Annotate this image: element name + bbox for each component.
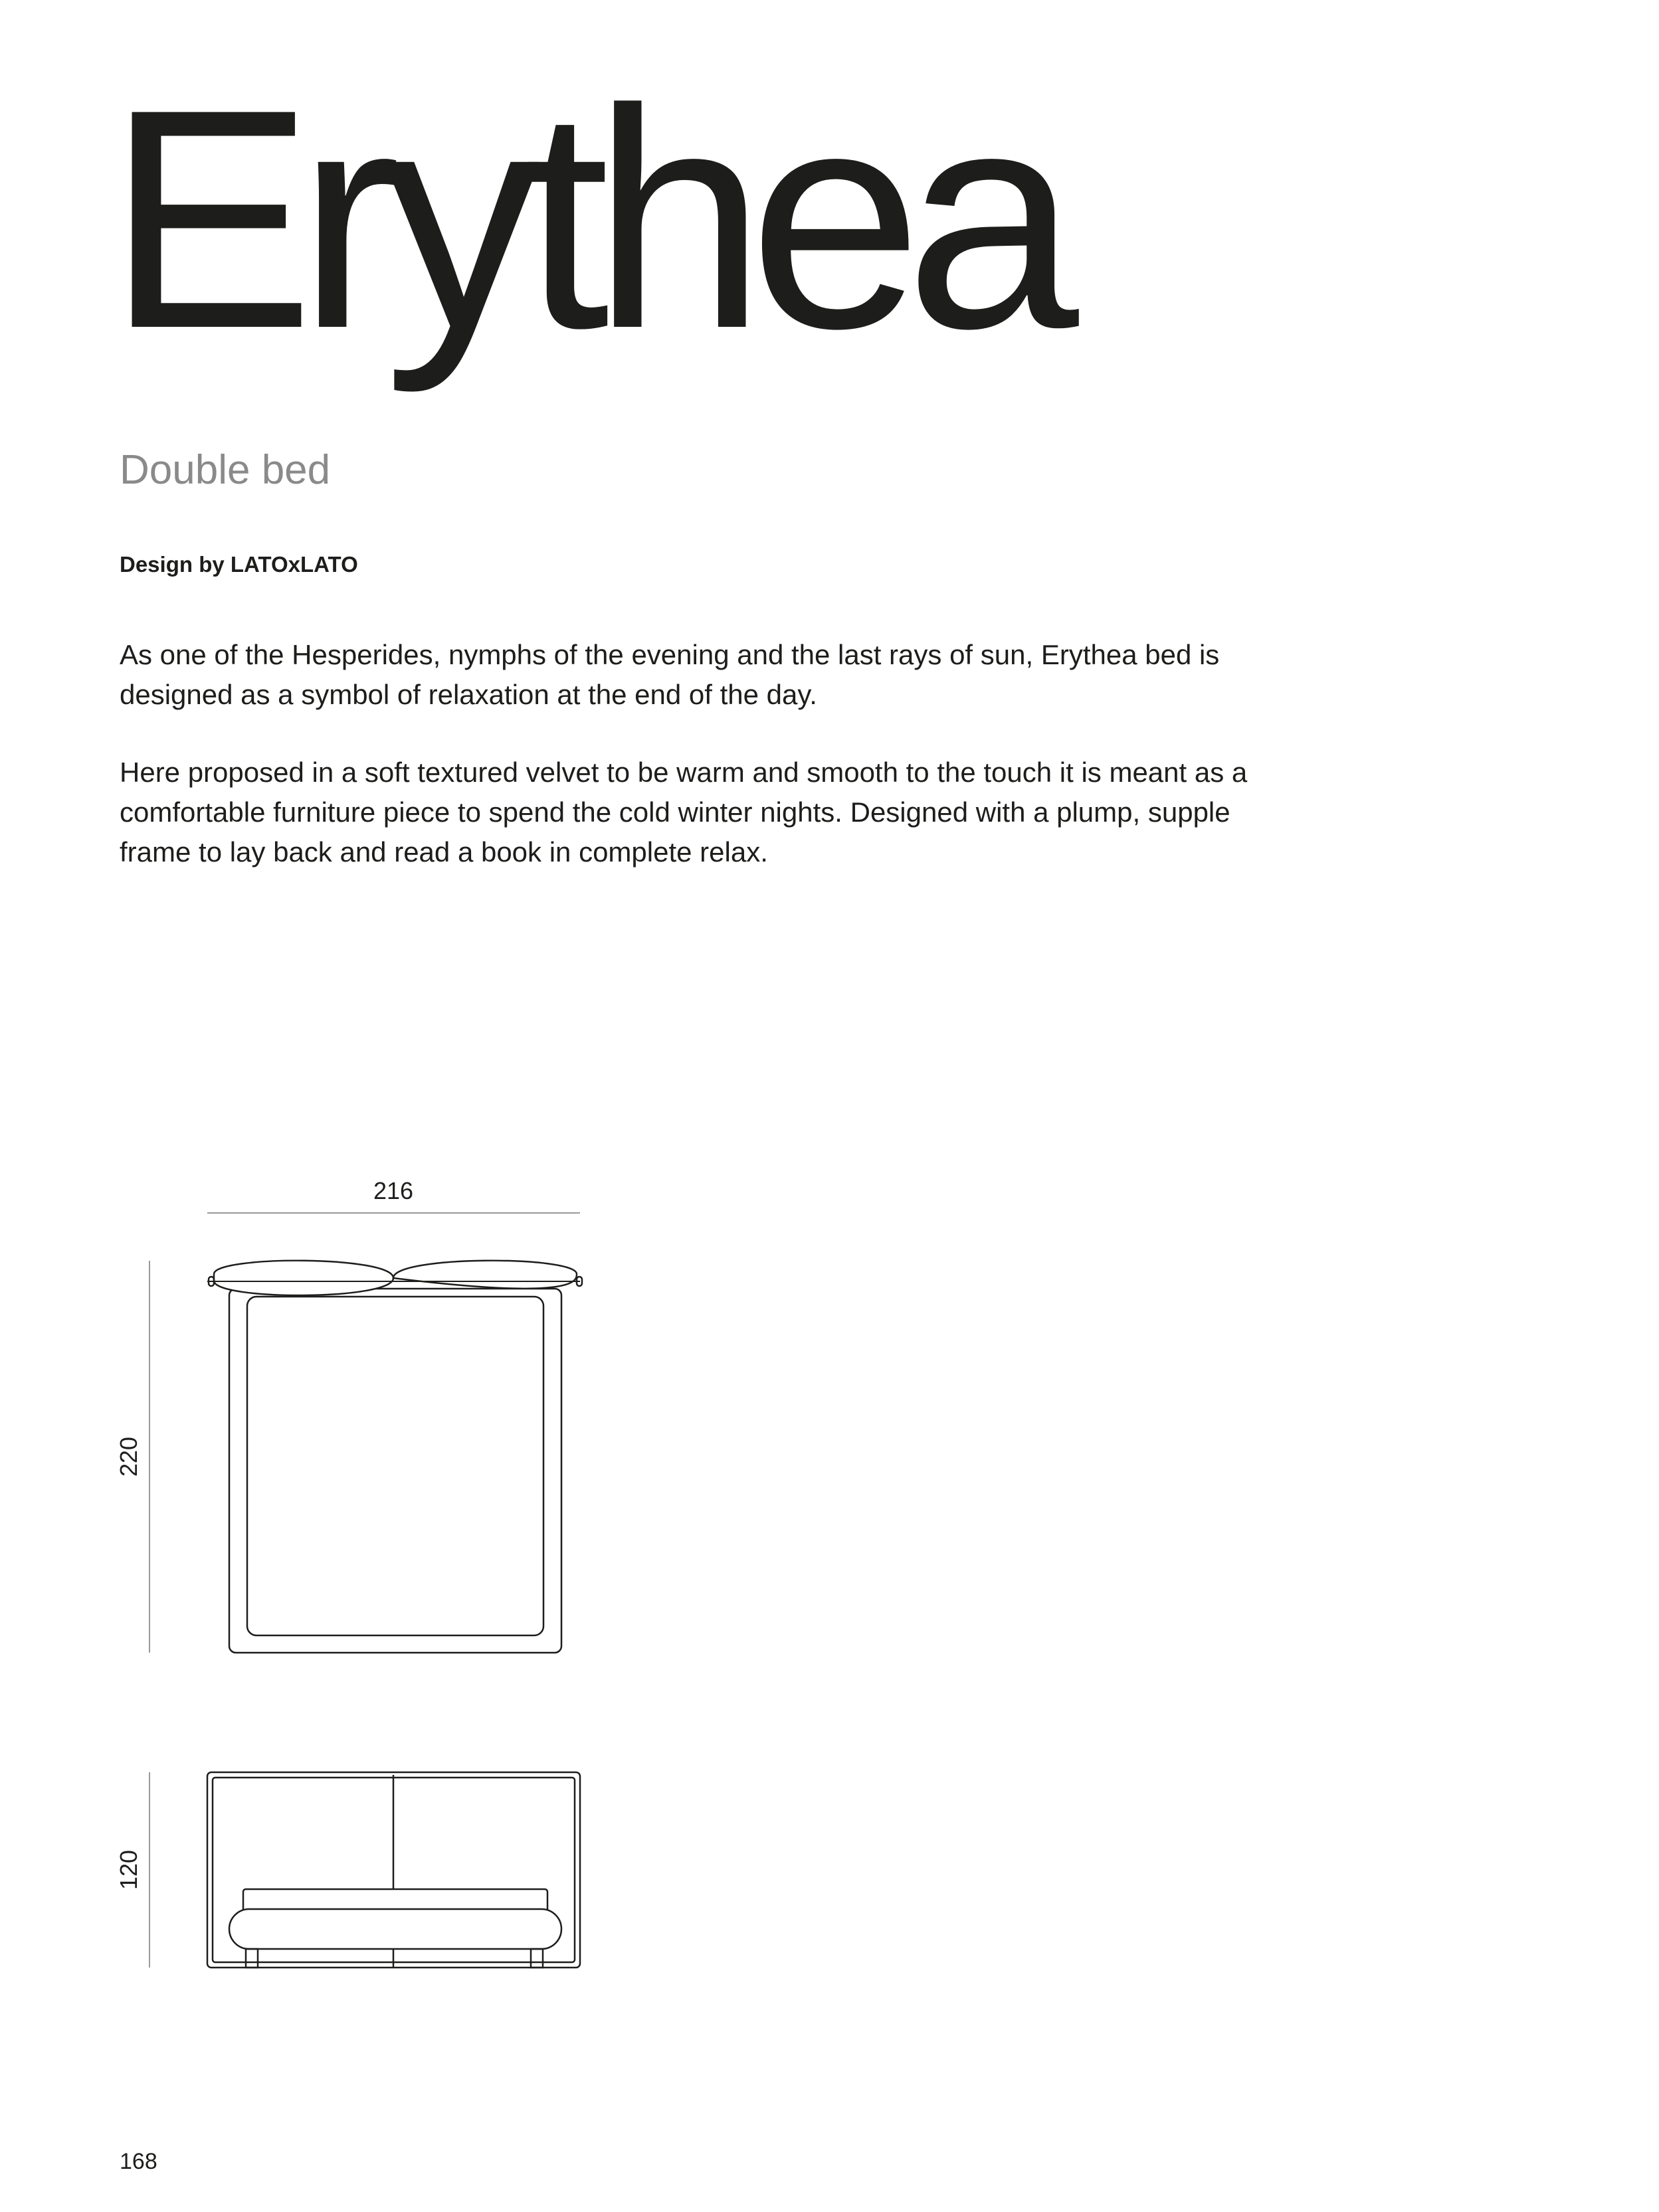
designer-credit: Design by LATOxLATO [120,552,358,577]
headboard-cushion-right [393,1261,577,1289]
page-number: 168 [120,2149,157,2174]
product-category: Double bed [120,447,331,493]
description-paragraph-2: Here proposed in a soft textured velvet to be warm and smooth to the touch it is meant as a comfortable furniture piece to spend the cold winter nights. Designed with a plump, supple frame to lay back and read a book in complete relax. [120,757,1248,868]
bed-leg-left [246,1949,258,1968]
bed-frame-outer [229,1289,561,1653]
dimension-width-label: 216 [373,1177,414,1204]
dimension-height-label: 120 [115,1849,142,1890]
bed-plan-view [207,1261,582,1653]
headboard-cushion-left [214,1261,393,1295]
bed-mattress-area [247,1297,543,1635]
description-paragraph-1: As one of the Hesperides, nymphs of the evening and the last rays of sun, Erythea bed is designed as a symbol of relaxation at the end of the day. [120,639,1220,710]
bed-front-view [207,1772,580,1968]
product-title: Erythea [106,45,1062,393]
technical-drawing [0,1162,664,1993]
bed-leg-right [531,1949,543,1968]
bed-base-cushion [229,1909,561,1949]
dimension-length-label: 220 [115,1436,142,1477]
